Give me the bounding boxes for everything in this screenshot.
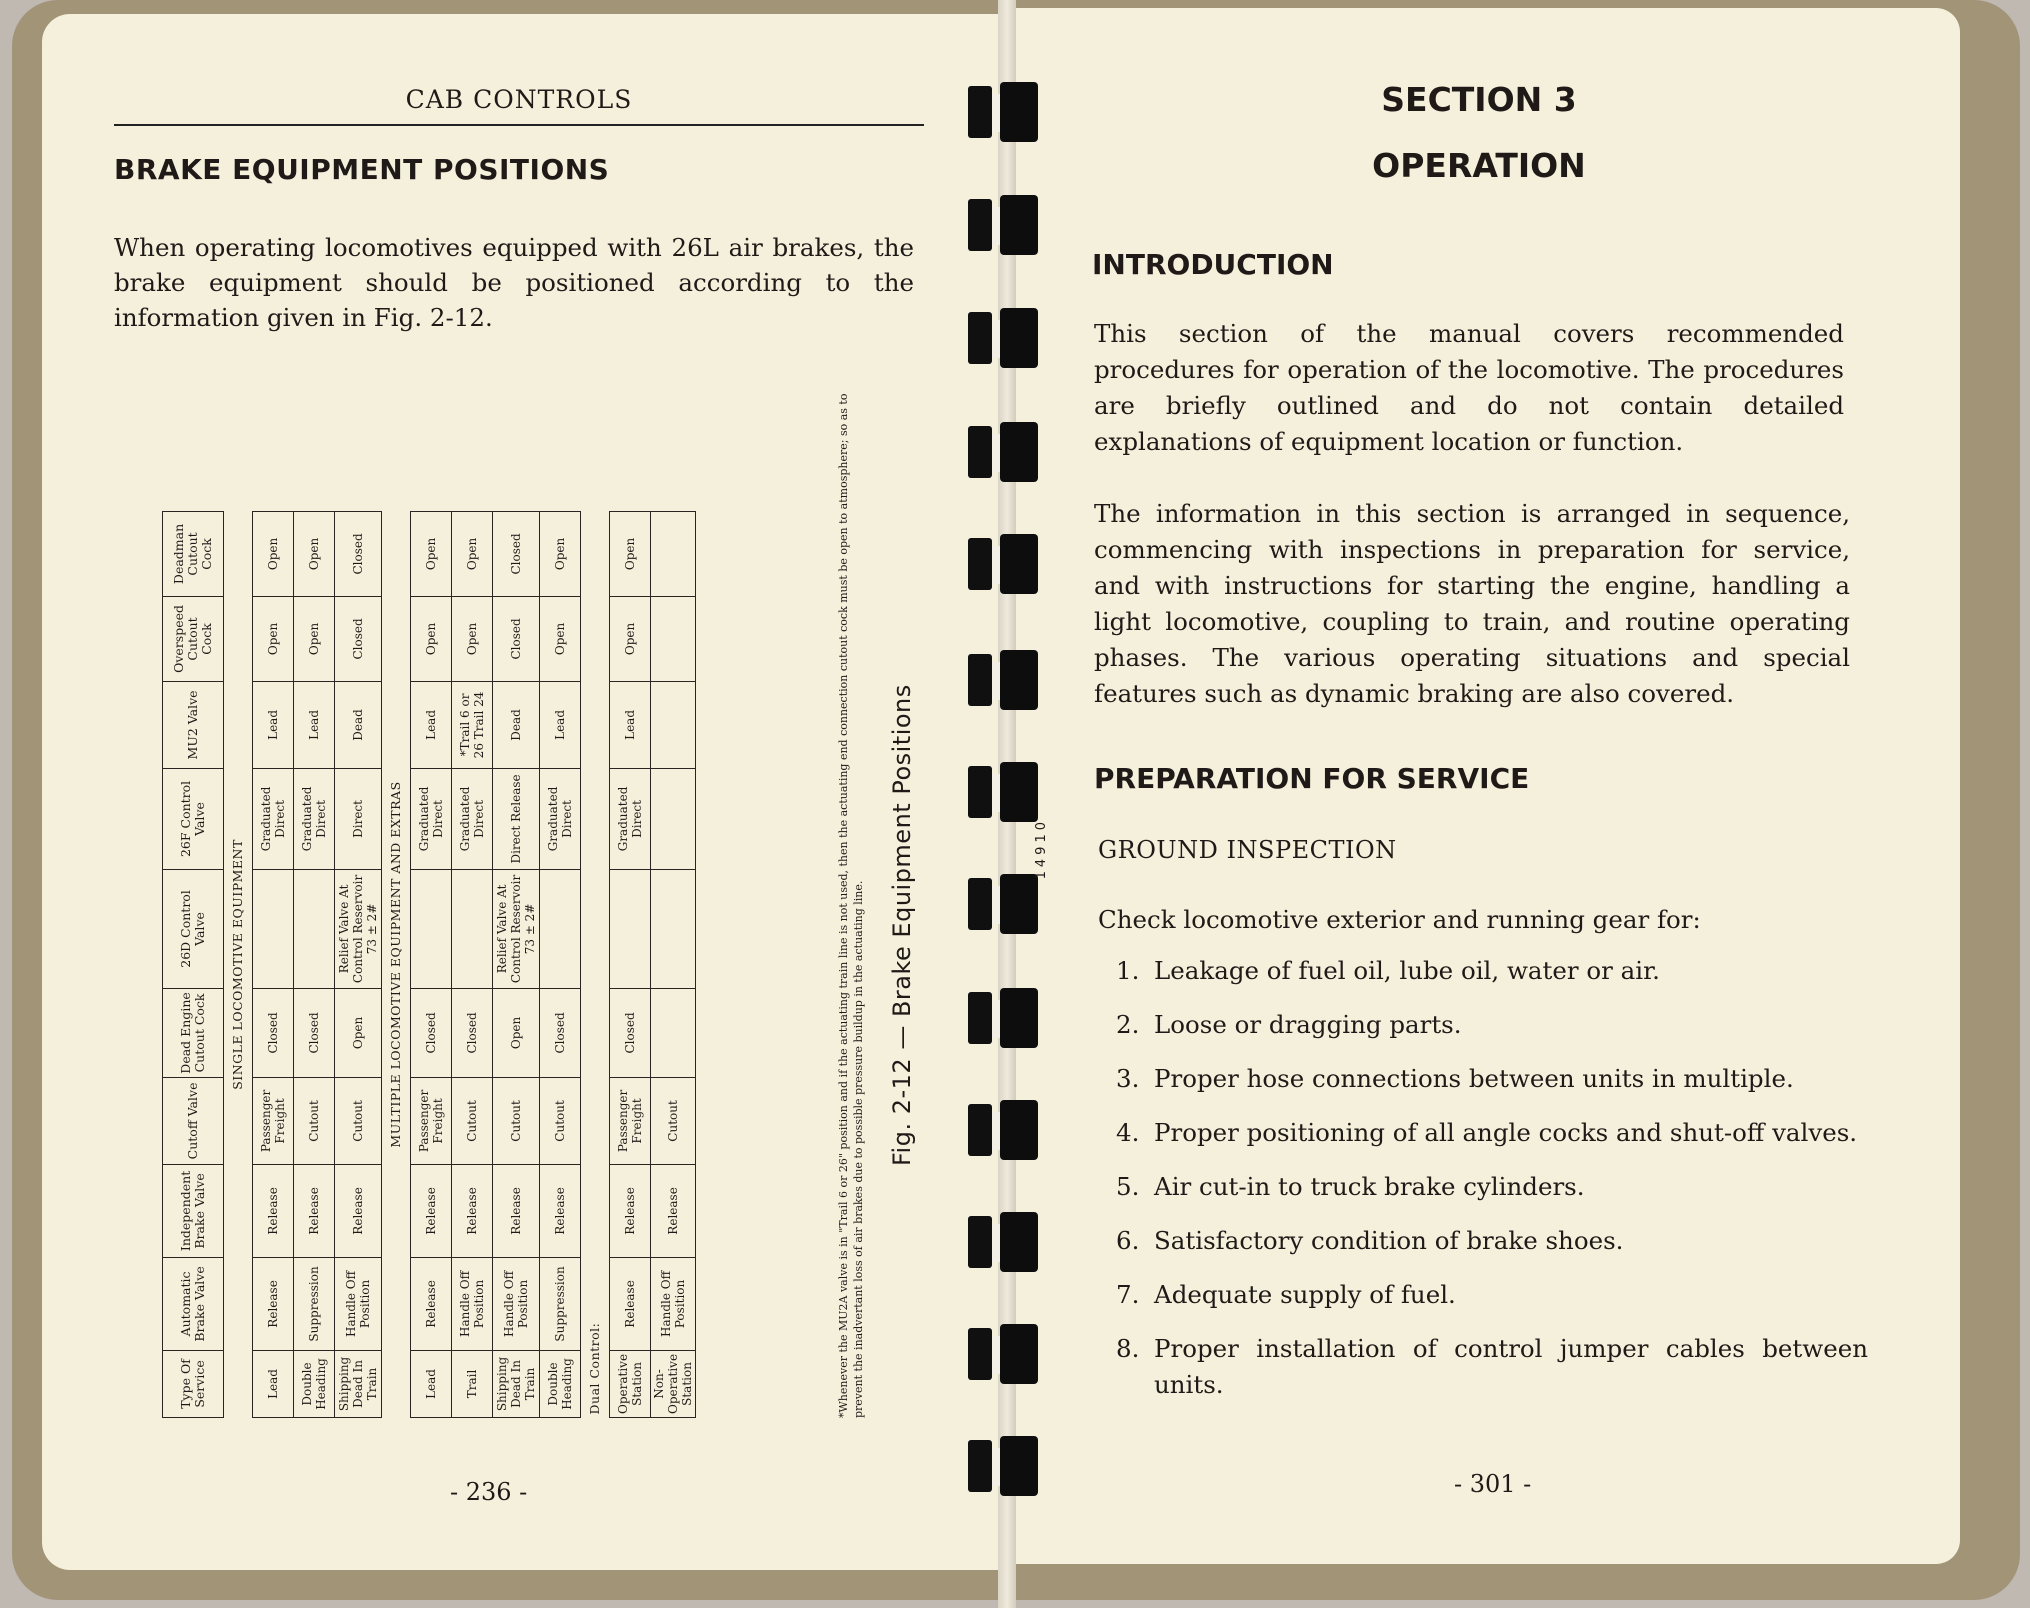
checklist-item-number: 8. (1116, 1334, 1140, 1363)
table-cell: Release (294, 1164, 335, 1257)
table-cell: Closed (335, 596, 382, 681)
table-row (452, 511, 493, 1417)
checklist-item (1116, 1277, 1868, 1313)
table-group-row (224, 511, 253, 1417)
table-row (253, 511, 294, 1417)
table-cell: Closed (253, 988, 294, 1077)
table-cell: Release (335, 1164, 382, 1257)
brake-positions-table-wrapper (162, 398, 696, 1418)
checklist-item-number: 5. (1116, 1172, 1140, 1201)
table-cell: Lead (610, 681, 651, 768)
binding-coil (962, 1212, 1044, 1272)
table-cell: Non-Operative Station (651, 1350, 696, 1417)
checklist-item-text: Proper positioning of all angle cocks and shut-off valves. (1154, 1118, 1858, 1147)
checklist-item (1116, 1007, 1868, 1043)
running-head: CAB CONTROLS (405, 85, 633, 114)
table-row (294, 511, 335, 1417)
table-cell (294, 869, 335, 988)
column-header: 26F Control Valve (163, 768, 224, 869)
table-cell: Cutout (452, 1077, 493, 1164)
column-header: Automatic Brake Valve (163, 1257, 224, 1350)
table-cell (540, 869, 581, 988)
table-cell: Closed (493, 511, 540, 596)
table-row (610, 511, 651, 1417)
table-cell: Release (452, 1164, 493, 1257)
checklist-item-text: Adequate supply of fuel. (1154, 1280, 1456, 1309)
table-cell: Lead (411, 681, 452, 768)
table-cell: Open (493, 988, 540, 1077)
checklist-item-text: Air cut-in to truck brake cylinders. (1154, 1172, 1585, 1201)
table-cell: Dead (493, 681, 540, 768)
table-cell: Closed (540, 988, 581, 1077)
table-cell: Graduated Direct (610, 768, 651, 869)
binding-coil (962, 988, 1044, 1048)
checklist-item-text: Satisfactory condition of brake shoes. (1154, 1226, 1624, 1255)
table-cell: Cutout (335, 1077, 382, 1164)
table-cell: Lead (294, 681, 335, 768)
table-cell (651, 768, 696, 869)
table-cell: Open (540, 596, 581, 681)
table-cell: Closed (452, 988, 493, 1077)
binding-coil (962, 82, 1044, 142)
table-cell: Open (610, 596, 651, 681)
table-cell: Open (411, 596, 452, 681)
table-row (411, 511, 452, 1417)
section-title: OPERATION (1372, 146, 1586, 185)
table-cell: Closed (294, 988, 335, 1077)
table-cell (651, 596, 696, 681)
binding-coil (962, 650, 1044, 710)
column-header: 26D Control Valve (163, 869, 224, 988)
table-cell: Open (294, 511, 335, 596)
page-number-left: - 236 - (450, 1478, 528, 1506)
section-heading: BRAKE EQUIPMENT POSITIONS (114, 153, 610, 186)
table-cell: Release (540, 1164, 581, 1257)
binding-coil (962, 308, 1044, 368)
table-cell: Lead (253, 681, 294, 768)
table-cell: *Trail 6 or 26 Trail 24 (452, 681, 493, 768)
table-cell: Open (452, 511, 493, 596)
table-cell: Closed (335, 511, 382, 596)
checklist-item (1116, 953, 1868, 989)
table-row (335, 511, 382, 1417)
column-header: Type Of Service (163, 1350, 224, 1417)
page-number-right: - 301 - (1454, 1470, 1532, 1498)
table-cell: Direct (335, 768, 382, 869)
table-cell: Closed (411, 988, 452, 1077)
table-cell: Open (452, 596, 493, 681)
figure-number: 14910 (1034, 818, 1049, 880)
table-cell (411, 869, 452, 988)
table-cell: Double Heading (294, 1350, 335, 1417)
table-cell: Graduated Direct (253, 768, 294, 869)
table-cell: Graduated Direct (452, 768, 493, 869)
column-header: Independent Brake Valve (163, 1164, 224, 1257)
table-cell: Handle Off Position (651, 1257, 696, 1350)
intro-paragraph: When operating locomotives equipped with 26L air brakes, the brake equipment should be positioned according to the information given in Fig. 2-12. (114, 233, 914, 332)
table-cell: Open (253, 511, 294, 596)
table-cell: Suppression (294, 1257, 335, 1350)
table-cell: Open (335, 988, 382, 1077)
header-rule (114, 124, 924, 126)
table-cell: Release (411, 1257, 452, 1350)
table-cell: Cutout (540, 1077, 581, 1164)
checklist-item-number: 2. (1116, 1010, 1140, 1039)
binding-coil (962, 1100, 1044, 1160)
table-cell: Release (411, 1164, 452, 1257)
table-group-row (581, 511, 610, 1417)
checklist-item-number: 1. (1116, 956, 1140, 985)
table-header-row (163, 511, 224, 1417)
table-cell: Cutout (294, 1077, 335, 1164)
table-cell: Release (651, 1164, 696, 1257)
checklist-item-number: 7. (1116, 1280, 1140, 1309)
checklist-item-number: 4. (1116, 1118, 1140, 1147)
table-cell: Cutout (493, 1077, 540, 1164)
table-cell (610, 869, 651, 988)
checklist-item (1116, 1169, 1868, 1205)
table-group-row (382, 511, 411, 1417)
table-cell: Passenger Freight (253, 1077, 294, 1164)
table-cell (651, 681, 696, 768)
table-cell: Passenger Freight (610, 1077, 651, 1164)
table-cell: Cutout (651, 1077, 696, 1164)
figure-caption: Fig. 2-12 — Brake Equipment Positions (888, 684, 916, 1166)
table-cell: Shipping Dead In Train (493, 1350, 540, 1417)
column-header: MU2 Valve (163, 681, 224, 768)
table-cell: Dead (335, 681, 382, 768)
table-cell: Direct Release (493, 768, 540, 869)
checklist-item-text: Proper installation of control jumper cables between units. (1154, 1334, 1868, 1399)
checklist-item (1116, 1115, 1868, 1151)
introduction-heading: INTRODUCTION (1092, 248, 1334, 281)
table-cell: Suppression (540, 1257, 581, 1350)
table-cell: Release (493, 1164, 540, 1257)
table-row (651, 511, 696, 1417)
table-cell: Double Heading (540, 1350, 581, 1417)
preparation-heading: PREPARATION FOR SERVICE (1094, 762, 1530, 795)
introduction-paragraph-2: The information in this section is arranged in sequence, commencing with inspections in preparation for service, and with instructions for starting the engine, handling a light locomotive, coupling to train, and routine operating phases. The various operating situations and special features such as dynamic braking are also covered. (1094, 499, 1850, 708)
table-cell: Graduated Direct (294, 768, 335, 869)
checklist-item-text: Loose or dragging parts. (1154, 1010, 1462, 1039)
checklist-item (1116, 1061, 1868, 1097)
table-cell: Operative Station (610, 1350, 651, 1417)
table-cell (651, 511, 696, 596)
inspection-checklist (1116, 953, 1868, 1421)
table-group-label: Dual Control: (587, 1322, 602, 1415)
binding-coil (962, 1436, 1044, 1496)
checklist-item-number: 3. (1116, 1064, 1140, 1093)
table-row (493, 511, 540, 1417)
binding-coil (962, 195, 1044, 255)
binding-coil (962, 422, 1044, 482)
table-cell: Handle Off Position (493, 1257, 540, 1350)
table-cell: Lead (411, 1350, 452, 1417)
table-group-label: MULTIPLE LOCOMOTIVE EQUIPMENT AND EXTRAS (388, 781, 403, 1148)
table-cell: Release (610, 1257, 651, 1350)
table-cell: Handle Off Position (335, 1257, 382, 1350)
binding-coil (962, 534, 1044, 594)
table-cell: Handle Off Position (452, 1257, 493, 1350)
table-cell (452, 869, 493, 988)
table-cell: Open (540, 511, 581, 596)
table-cell: Passenger Freight (411, 1077, 452, 1164)
brake-positions-table (162, 511, 696, 1418)
column-header: Dead Engine Cutout Cock (163, 988, 224, 1077)
table-cell: Release (253, 1164, 294, 1257)
binding-coil (962, 1324, 1044, 1384)
table-cell: Lead (253, 1350, 294, 1417)
table-cell (253, 869, 294, 988)
table-cell: Relief Valve At Control Reservoir 73 ± 2# (493, 869, 540, 988)
checklist-item-text: Leakage of fuel oil, lube oil, water or air. (1154, 956, 1660, 985)
table-cell (651, 988, 696, 1077)
table-cell: Shipping Dead In Train (335, 1350, 382, 1417)
table-cell: Graduated Direct (411, 768, 452, 869)
table-cell: Open (253, 596, 294, 681)
introduction-paragraph-1: This section of the manual covers recommended procedures for operation of the locomotive. The procedures are briefly outlined and do not contain detailed explanations of equipment location or function. (1094, 319, 1844, 456)
checklist-item-text: Proper hose connections between units in multiple. (1154, 1064, 1794, 1093)
table-cell: Closed (610, 988, 651, 1077)
checklist-item (1116, 1331, 1868, 1403)
section-number: SECTION 3 (1381, 80, 1577, 119)
checklist-intro: Check locomotive exterior and running gear for: (1098, 905, 1701, 934)
table-cell: Lead (540, 681, 581, 768)
column-header: Overspeed Cutout Cock (163, 596, 224, 681)
table-group-label: SINGLE LOCOMOTIVE EQUIPMENT (230, 839, 245, 1090)
table-cell: Open (294, 596, 335, 681)
table-cell: Trail (452, 1350, 493, 1417)
table-cell: Closed (493, 596, 540, 681)
table-cell: Open (610, 511, 651, 596)
column-header: Cutoff Valve (163, 1077, 224, 1164)
binding-coil (962, 762, 1044, 822)
table-row (540, 511, 581, 1417)
table-cell: Release (610, 1164, 651, 1257)
column-header: Deadman Cutout Cock (163, 511, 224, 596)
checklist-item (1116, 1223, 1868, 1259)
table-cell (651, 869, 696, 988)
table-footnote: *Whenever the MU2A valve is in "Trail 6 or 26" position and if the actuating train line is not used, then the actuating end connection cutout cock must be open to atmosphere; so as to prevent the inadvertant loss of air brakes due to possible pressure buildup in the actuating line. (837, 393, 865, 1418)
table-cell: Relief Valve At Control Reservoir 73 ± 2# (335, 869, 382, 988)
table-cell: Open (411, 511, 452, 596)
table-cell: Graduated Direct (540, 768, 581, 869)
table-cell: Release (253, 1257, 294, 1350)
checklist-item-number: 6. (1116, 1226, 1140, 1255)
ground-inspection-heading: GROUND INSPECTION (1098, 836, 1397, 864)
binding-coil (962, 874, 1044, 934)
